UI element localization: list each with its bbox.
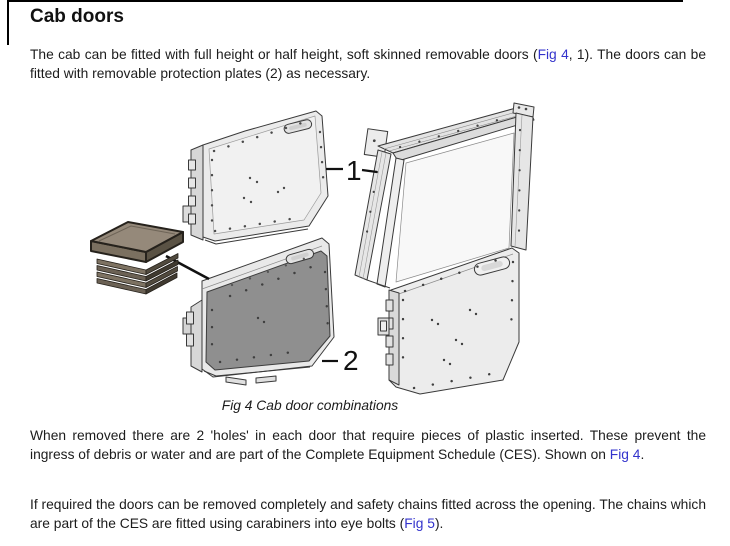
text-run: If required the doors can be removed completely and safety chains fitted across the opening. The chains which are part of the CES are fitted using carabiners into eye bolts ( [30, 497, 706, 531]
half-door-illustration [183, 111, 328, 244]
paragraph-intro [30, 46, 706, 84]
callout-2 [322, 345, 359, 376]
callout-2-label: 2 [343, 345, 359, 376]
text-run: , 1). The doors can be fitted with removable protection plates (2) as necessary. [30, 47, 706, 81]
figure-caption: Fig 4 Cab door combinations [221, 398, 399, 413]
page-title: Cab doors [30, 6, 124, 27]
paragraph-chains [30, 496, 706, 534]
protection-plate-illustration [183, 238, 334, 385]
text-run: . [640, 446, 645, 462]
full-door-illustration [355, 103, 534, 394]
callout-1-label: 1 [346, 155, 362, 186]
text-run: ). [434, 515, 444, 531]
paragraph-holes [30, 427, 706, 465]
figure-cab-doors [0, 100, 730, 400]
text-run: The cab can be fitted with full height or half height, soft skinned removable doors ( [30, 47, 538, 62]
fig4-link[interactable]: Fig 4 [537, 47, 569, 62]
fig4-link-2[interactable]: Fig 4 [609, 446, 641, 462]
text-run: When removed there are 2 'holes' in each door that require pieces of plastic inserted. These prevent the ingress of debris or water and are part of the Complete Equipment Schedule (CES). Shown on [30, 428, 706, 462]
callout-1 [326, 155, 377, 186]
fig5-link[interactable]: Fig 5 [404, 515, 435, 531]
